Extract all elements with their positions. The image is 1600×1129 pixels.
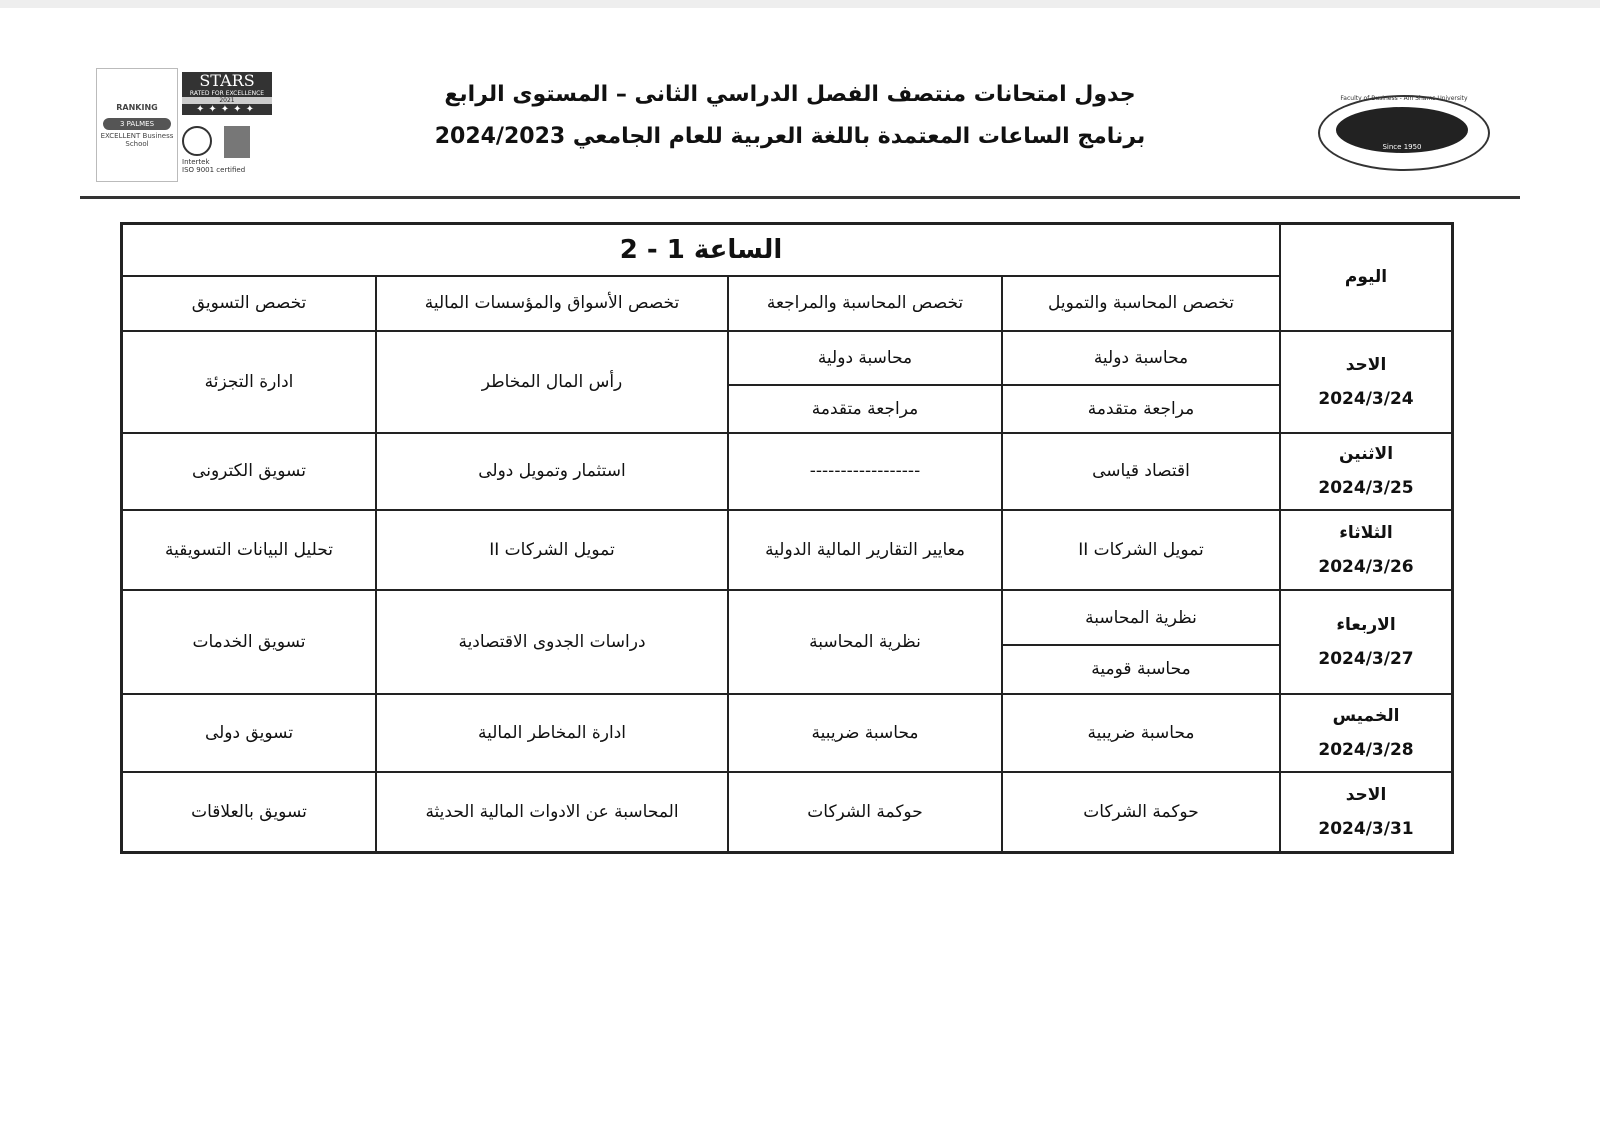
day-date: 2024/3/26 <box>1318 556 1414 577</box>
day-header: اليوم <box>1280 224 1453 331</box>
stars-year: 2021 <box>182 97 272 104</box>
day-cell <box>1280 331 1453 434</box>
exam-cell: حوكمة الشركات <box>728 772 1002 853</box>
excellent-label: EXCELLENT Business School <box>100 132 174 148</box>
hour-header: الساعة 1 - 2 <box>122 224 1281 277</box>
column-header: تخصص الأسواق والمؤسسات المالية <box>376 276 728 330</box>
day-date: 2024/3/24 <box>1318 388 1414 409</box>
exam-cell: محاسبة ضريبية <box>1002 694 1280 772</box>
exam-schedule-table <box>120 222 1454 854</box>
iso-certification <box>182 126 274 174</box>
exam-cell: تمويل الشركات II <box>376 510 728 590</box>
exam-cell: تمويل الشركات II <box>1002 510 1280 590</box>
stars-title: STARS <box>199 71 255 90</box>
day-cell <box>1280 772 1453 853</box>
ukas-icon <box>224 126 250 158</box>
exam-cell: نظرية المحاسبة <box>1002 590 1280 645</box>
faculty-seal-logo <box>1318 95 1490 171</box>
day-cell <box>1280 433 1453 509</box>
day-name: الاربعاء <box>1336 614 1396 635</box>
exam-cell: ادارة التجزئة <box>122 331 377 434</box>
day-name: الخميس <box>1332 705 1400 726</box>
day-name: الثلاثاء <box>1339 522 1393 543</box>
header-divider <box>80 196 1520 199</box>
day-cell <box>1280 590 1453 694</box>
exam-cell: نظرية المحاسبة <box>728 590 1002 694</box>
exam-cell: المحاسبة عن الادوات المالية الحديثة <box>376 772 728 853</box>
day-date: 2024/3/28 <box>1318 739 1414 760</box>
column-header: تخصص المحاسبة والمراجعة <box>728 276 1002 330</box>
column-header: تخصص التسويق <box>122 276 377 330</box>
palmes-badge: 3 PALMES <box>103 118 171 130</box>
exam-cell: معايير التقارير المالية الدولية <box>728 510 1002 590</box>
ranking-label: RANKING <box>116 103 158 112</box>
day-name: الاحد <box>1345 784 1387 805</box>
exam-cell: مراجعة متقدمة <box>728 385 1002 433</box>
exam-cell: تحليل البيانات التسويقية <box>122 510 377 590</box>
exam-cell: تسويق الكترونى <box>122 433 377 509</box>
seal-top-text: Faculty of Business - Ain Shams University <box>1340 95 1468 102</box>
accreditation-logos <box>96 68 276 182</box>
iso-label: ISO 9001 certified <box>182 166 246 174</box>
day-date: 2024/3/25 <box>1318 478 1414 499</box>
exam-cell: دراسات الجدوى الاقتصادية <box>376 590 728 694</box>
day-name: الاثنين <box>1338 444 1394 465</box>
day-date: 2024/3/27 <box>1318 648 1414 669</box>
exam-cell: حوكمة الشركات <box>1002 772 1280 853</box>
exam-cell: رأس المال المخاطر <box>376 331 728 434</box>
exam-cell: محاسبة قومية <box>1002 645 1280 693</box>
exam-cell: تسويق دولى <box>122 694 377 772</box>
seal-since: Since 1950 <box>1336 107 1468 153</box>
day-date: 2024/3/31 <box>1318 818 1414 839</box>
exam-cell: تسويق بالعلاقات <box>122 772 377 853</box>
exam-cell: محاسبة ضريبية <box>728 694 1002 772</box>
exam-cell: ------------------ <box>728 433 1002 509</box>
stars-subtitle: RATED FOR EXCELLENCE <box>189 90 265 97</box>
star-icons: ✦✦✦✦✦ <box>182 104 272 115</box>
exam-cell: ادارة المخاطر المالية <box>376 694 728 772</box>
document-subtitle: برنامج الساعات المعتمدة باللغة العربية للعام الجامعي 2024/2023 <box>434 124 1146 149</box>
day-cell <box>1280 694 1453 772</box>
exam-cell: محاسبة دولية <box>1002 331 1280 385</box>
exam-cell: اقتصاد قياسى <box>1002 433 1280 509</box>
document-title: جدول امتحانات منتصف الفصل الدراسي الثانى – المستوى الرابع <box>444 82 1136 107</box>
intertek-globe-icon <box>182 126 212 156</box>
day-name: الاحد <box>1345 354 1387 375</box>
exam-cell: محاسبة دولية <box>728 331 1002 385</box>
day-cell <box>1280 510 1453 590</box>
intertek-label: Intertek <box>182 158 210 166</box>
scan-top-band <box>0 0 1600 8</box>
exam-cell: استثمار وتمويل دولى <box>376 433 728 509</box>
ranking-logo <box>96 68 178 182</box>
stars-logo <box>182 71 272 115</box>
exam-cell: مراجعة متقدمة <box>1002 385 1280 433</box>
exam-cell: تسويق الخدمات <box>122 590 377 694</box>
column-header: تخصص المحاسبة والتمويل <box>1002 276 1280 330</box>
